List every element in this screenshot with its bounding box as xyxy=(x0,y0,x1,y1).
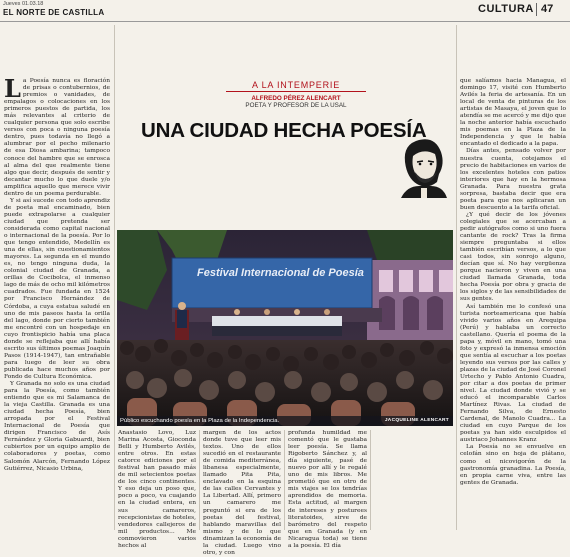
banner-text: Festival Internacional de Poesía xyxy=(197,267,364,279)
author-name: ALFREDO PÉREZ ALENCART xyxy=(251,95,341,102)
article-headline: UNA CIUDAD HECHA POESÍA xyxy=(141,119,427,142)
newspaper-name: EL NORTE DE CASTILLA xyxy=(3,8,105,17)
section-name: CULTURA xyxy=(478,3,534,15)
drop-cap: L xyxy=(4,74,21,103)
column-divider xyxy=(370,430,371,530)
article-column-3 xyxy=(203,430,281,556)
column-divider xyxy=(284,430,285,530)
column-divider xyxy=(456,25,457,530)
article-column-1 xyxy=(4,74,110,532)
header-divider xyxy=(536,3,537,16)
paragraph: Días antes, pensado volver por nuestra cuenta, cotejamos el precio de habitaciones en varios de los excelentes hoteles con patios interiores que hay en la hermosa Granada. Para nuestra grata sorpresa, bastaba decir que era poeta para que nos aplicaran un buen descuento a la tarifa oficial. xyxy=(460,148,566,211)
page-number: 47 xyxy=(541,3,554,15)
column-divider xyxy=(114,25,115,530)
paragraph: Anastasio Lovo, Luz Marina Acosta, Gioconda Belli y Humberto Avilés, entre otros. En estas catorce ediciones por el festival han pasado más de mil setecientos poetas de los cinco continentes. Y eso deja un poso que, poco a poco, va cuajando en la ciudad entera, en sus camareros, recepcionistas de hoteles, vendedores callejeros de mil productos... Me conmovieron varios hechos al xyxy=(118,430,196,549)
article-column-5 xyxy=(460,78,566,532)
kicker-rule xyxy=(226,91,366,92)
paragraph: La Poesía no se envuelve en celofán sino en hoja de plátano, como el nicovigorón de la gastronomía granadina. La Poesía, en propia carne viva, entre las gentes de Granada. xyxy=(460,444,566,486)
event-photo xyxy=(117,230,453,426)
article-kicker: A LA INTEMPERIE xyxy=(251,80,341,90)
caption-text: Público escuchando poesía en la Plaza de la Independencia. xyxy=(120,418,280,424)
photo-credit: JACQUELINE ALENCART xyxy=(384,418,449,423)
paragraph: ¿Y qué decir de los jóvenes colegiales que se acercaban a pedir autógrafos como si uno fuera cantante de rock? Tras la firma siempre preguntaba si ellos también escribían versos, a lo que casi todos, sin sonrojo alguno, decían que sí. No hay vergüenza porque nacieron y viven en una ciudad llamada Granada, toda hecha Poesía por obra y gracia de los siglos y de las sensibilidades de sus gentes. xyxy=(460,211,566,303)
paragraph: Así también me lo confesó una turista norteamericana que había vivido varios años en Arequipa (Perú) y hablaba un correcto castellano. Quería el poema de la papa y, móvil en mano, tomó una foto y expresó la inmensa emoción que sentía al escuchar a los poetas leyendo sus versos por las calles y plazas de la ciudad de José Coronel Urtecho y Pablo Antonio Cuadra, por citar a dos poetas de primer nivel. La ciudad donde vivió y se educó el incomparable Carlos Martínez Rivas. La ciudad de Fernando Silva, de Ernesto Cardenal, de Manolo Cuadra... La ciudad en cuyo Parque de los poetas ya han sido esculpidos el austriaco Johannes Kranz xyxy=(460,303,566,444)
paragraph: profunda humildad me comentó que le gustaba leer poesía. Se llama Rigoberto Sánchez y, al día siguiente, pasé de nuevo por allí y le regalé uno de mis libros. Me prometió que en otro de mis viajes se los tendrías aprendidos de memoria. Esta actitud, al margen de intereses y posturees literatoides, sirve de barómetro del respeto que en Granada (y en Nicaragua toda) se tiene a la poesía. El día xyxy=(288,430,367,549)
paragraph: Y si así sucede con todo aprendiz de poeta mal encaminado, bien puede extrapolarse a cualquier ciudad que pretenda ser considerada como capital nacional o internacional de la poesía. Por lo que tengo entendido, Medellín es una de ellas, sin cuestionamientos mayores. La segunda en el mundo es, no tengo ninguna duda, la colonial ciudad de Granada, a orillas de Cocibolca, el inmenso lago de más de ocho mil kilómetros cuadrados. Fue fundada en 1524 por Francisco Hernández de Córdoba, a cuya estatua saludé en uno de mis paseos hasta la orilla del lago, donde por cierto también me encontré con un hospedaje en cuyo frontispicio había una placa donde se reflejaba que allí había escrito sus últimos poemas Joaquín Pasos (1914-1947), tan entrañable para luego de leer su obra publicada hace muchos años por Fondo de Cultura Económica. xyxy=(4,197,110,380)
paragraph: que salíamos hacia Managua, el domingo 17, visité con Humberto Avilés la feria de artesanía. En un local de venta de pinturas de los artistas de Masaya, el joven que lo atendía se me acercó y me dijo que la noche anterior había escuchado mis poemas en la Plaza de la Independencia y que le había encantado el dedicado a la papa. xyxy=(460,78,566,148)
author-caricature xyxy=(397,134,449,198)
page-header xyxy=(0,0,570,22)
paragraph: Y Granada no solo es una ciudad para la Poesía, como también entiendo que es mi Salamanca de la vieja Castilla. Granada es una ciudad hecha Poesía, bien arropada por el Festival Internacional de Poesía que dirigen Francisco de Asís Fernández y Gloria Gabuardi, bien cubiertos por un equipo amplio de colaboradores y poetas, como Salomón Alarcón, Fernando López Gutiérrez, Nicasio Urbina, xyxy=(4,381,110,472)
article-column-4 xyxy=(288,430,367,549)
article-column-2 xyxy=(118,430,196,549)
header-date: Jueves 01.03.18 xyxy=(3,1,44,7)
paragraph: a Poesía nunca es floración de prisas o contubernios, de premios o vanidades, de empalagos o colocaciones en los primeros puestos de partida, los más relevantes al criterio de cualquier persona que solo escribe versos con poca o ninguna poesía dentro, pues todavía no llegó a alumbrar por el pecho milenario de esa Diosa ambarina; tampoco conoce del hambre que se enrosca al alma del que realmente tiene algo que decir, después de sentir y decantar mucho lo que duele y/o amplifica aquello que merece vivir dentro de un poema perdurable. xyxy=(4,78,110,197)
author-role: POETA Y PROFESOR DE LA USAL xyxy=(245,102,347,109)
photo-caption xyxy=(117,416,453,426)
column-divider xyxy=(199,430,200,530)
paragraph: margen de los actos donde tuve que leer mis textos. Uno de ellos sucedió en el restaurante de comida mediterránea, libanesa especialmente, llamado Pita Pita, enclavado en la esquina de las calles Cervantes y La Libertad. Allí, primero un camarero me preguntó si era de los poetas del festival, hablando maravillas del mismo y de lo que dinamizan la economía de la ciudad. Luego vino otro, y con xyxy=(203,430,281,556)
